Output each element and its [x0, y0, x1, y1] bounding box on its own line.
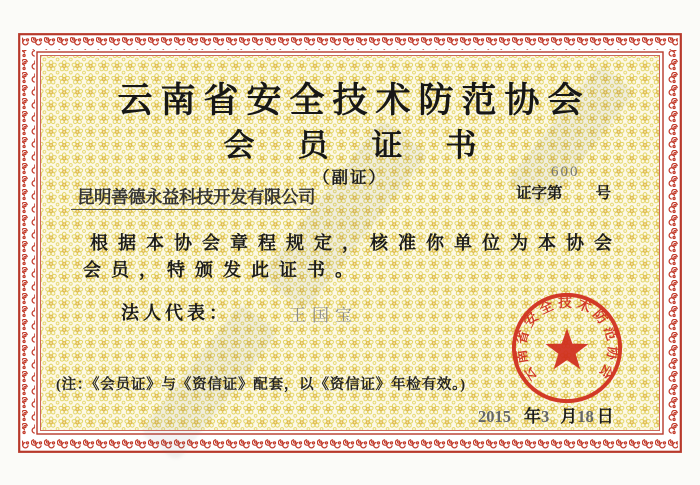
- association-seal: [508, 289, 626, 407]
- legal-representative-label: 法人代表：: [121, 303, 231, 323]
- member-company-name: 昆明善德永益科技开发有限公司: [77, 187, 315, 207]
- day-unit: 日: [596, 407, 614, 426]
- certificate-number-suffix: 号: [595, 185, 612, 202]
- issue-day: 18: [577, 407, 594, 426]
- legal-representative-name: 王国宝: [289, 306, 358, 325]
- seal-text: 云南省安全技术防范协会: [512, 294, 622, 385]
- member-name-underline: [71, 209, 311, 210]
- note-text: (注：《会员证》与《资信证》配套，以《资信证》年检有效。): [56, 377, 466, 393]
- association-title: 云南省安全技术防范协会: [117, 81, 591, 120]
- certificate-number-value: 600: [551, 164, 580, 180]
- certificate-number-prefix: 证字第: [516, 185, 563, 202]
- certificate-number-label: [516, 181, 611, 203]
- body-text-line-1: 根据本协会章程规定，核准你单位为本协会: [90, 233, 622, 253]
- body-text-line-2: 会员，特颁发此证书。: [83, 260, 363, 280]
- issue-year: 2015: [478, 407, 511, 426]
- certificate-title: 会员证书: [223, 128, 520, 163]
- copy-label: （副证）: [313, 168, 387, 187]
- issue-month: 3: [541, 407, 550, 426]
- seal-star-icon: [545, 328, 588, 369]
- month-unit: 月: [560, 407, 578, 426]
- year-unit: 年: [524, 407, 541, 426]
